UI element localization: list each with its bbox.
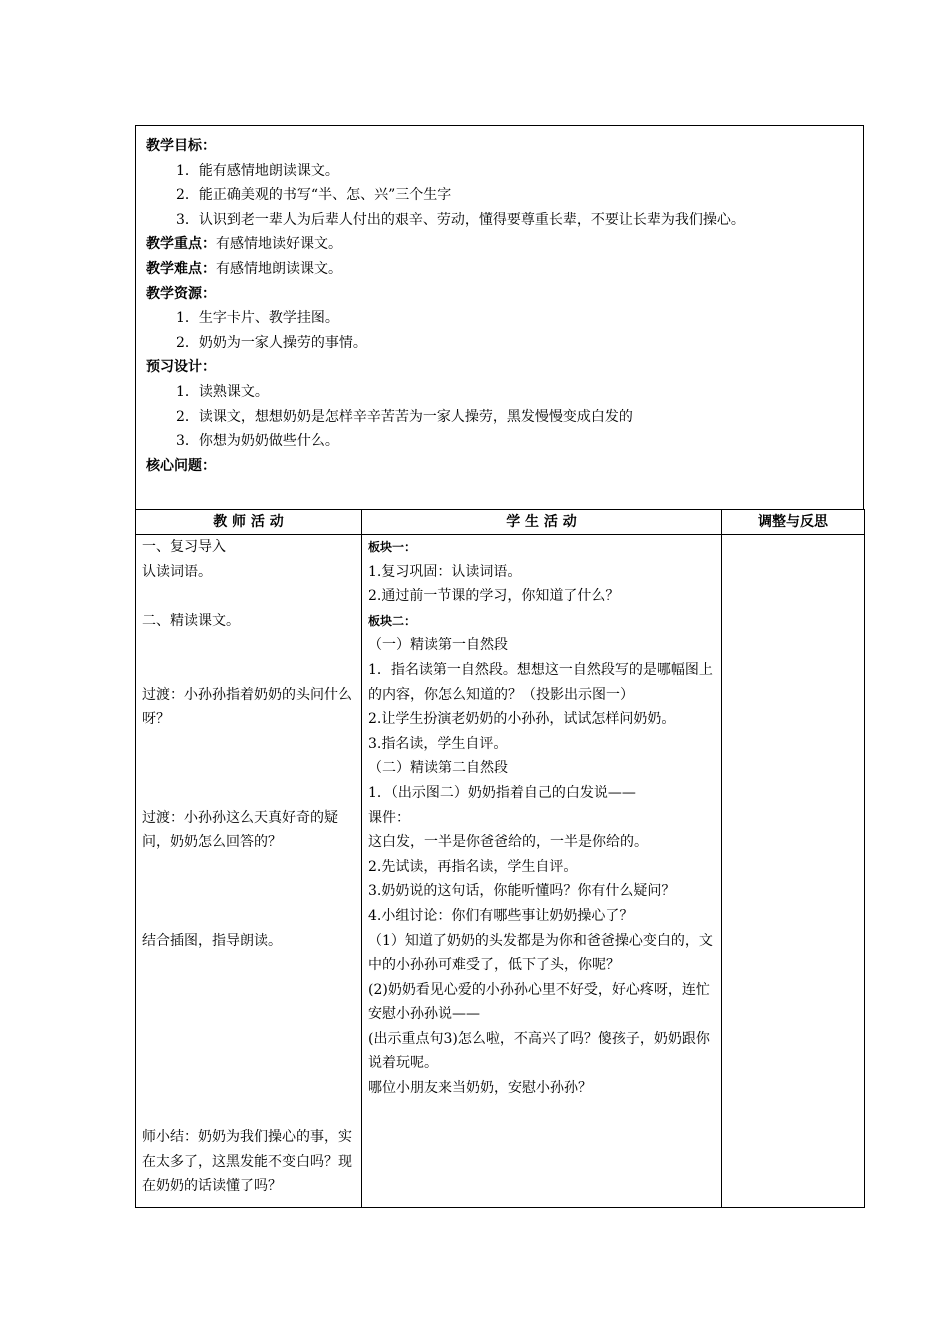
preview-title: 预习设计：	[146, 359, 216, 376]
student-line: 1．指名读第一自然段。想想这一自然段写的是哪幅图上的内容，你怎么知道的？（投影出示图一）	[368, 661, 713, 703]
header-teacher-activity: 教 师 活 动	[136, 510, 362, 535]
student-line: （一）精读第一自然段	[368, 637, 508, 654]
goal-item: 1．能有感情地朗读课文。	[176, 162, 339, 179]
student-line: (出示重点句3)怎么啦，不高兴了吗？傻孩子，奶奶跟你说着玩呢。	[368, 1030, 710, 1072]
header-adjust-reflect: 调整与反思	[722, 510, 865, 535]
teacher-line: 二、精读课文。	[142, 612, 240, 629]
lesson-overview-box	[135, 125, 864, 509]
resource-item: 2．奶奶为一家人操劳的事情。	[176, 334, 367, 351]
section-label: 板块二：	[368, 613, 417, 628]
key-point-line	[146, 232, 853, 257]
teacher-line: 过渡：小孙孙这么天真好奇的疑问，奶奶怎么回答的？	[142, 809, 338, 851]
goal-item: 2．能正确美观的书写“半、怎、兴”三个生字	[176, 187, 452, 204]
core-question-title: 核心问题：	[146, 457, 216, 474]
student-line: 哪位小朋友来当奶奶，安慰小孙孙？	[368, 1080, 592, 1097]
resources-title: 教学资源：	[146, 285, 216, 302]
adjust-reflect-cell	[722, 535, 865, 1208]
resource-item: 1．生字卡片、教学挂图。	[176, 310, 339, 327]
difficulty-text: 有感情地朗读课文。	[216, 260, 342, 277]
student-activity-cell	[362, 535, 722, 1208]
student-line: 2.先试读，再指名读，学生自评。	[368, 858, 578, 875]
key-point-text: 有感情地读好课文。	[216, 236, 342, 253]
student-line: 3.指名读，学生自评。	[368, 735, 508, 752]
teacher-line: 师小结：奶奶为我们操心的事，实在太多了，这黑发能不变白吗？现在奶奶的话读懂了吗？	[142, 1129, 352, 1195]
teacher-activity-cell	[136, 535, 362, 1208]
teacher-line: 认读词语。	[142, 563, 212, 580]
key-point-label: 教学重点：	[146, 236, 216, 253]
student-line: 2.让学生扮演老奶奶的小孙孙，试试怎样问奶奶。	[368, 711, 676, 728]
section-label: 板块一：	[368, 540, 417, 554]
teacher-line: 一、复习导入	[142, 539, 226, 555]
student-line: 课件：	[368, 809, 410, 826]
table-row	[136, 535, 865, 1208]
student-line: 1．（出示图二）奶奶指着自己的白发说——	[368, 784, 636, 801]
student-line: (2)奶奶看见心爱的小孙孙心里不好受，好心疼呀，连忙安慰小孙孙说——	[368, 981, 710, 1023]
table-header-row	[136, 510, 865, 535]
header-student-activity: 学 生 活 动	[362, 510, 722, 535]
teacher-line: 过渡：小孙孙指着奶奶的头问什么呀？	[142, 686, 352, 728]
preview-item: 3．你想为奶奶做些什么。	[176, 433, 339, 450]
difficulty-label: 教学难点：	[146, 260, 216, 277]
preview-item: 1．读熟课文。	[176, 383, 269, 400]
goal-item: 3．认识到老一辈人为后辈人付出的艰辛、劳动，懂得要尊重长辈，不要让长辈为我们操心。	[176, 211, 745, 228]
teacher-line: 结合插图，指导朗读。	[142, 932, 282, 949]
preview-item: 2．读课文，想想奶奶是怎样辛辛苦苦为一家人操劳，黑发慢慢变成白发的	[176, 408, 633, 425]
difficulty-line	[146, 257, 853, 282]
student-line: （二）精读第二自然段	[368, 760, 508, 777]
student-line: 3.奶奶说的这句话，你能听懂吗？你有什么疑问？	[368, 883, 676, 900]
lesson-plan-document	[135, 125, 864, 1208]
student-line: 这白发，一半是你爸爸给的，一半是你给的。	[368, 834, 648, 851]
goals-title: 教学目标：	[146, 138, 216, 154]
student-line: 4.小组讨论：你们有哪些事让奶奶操心了？	[368, 907, 634, 924]
student-line: 1.复习巩固：认读词语。	[368, 563, 522, 580]
student-line: 2.通过前一节课的学习，你知道了什么？	[368, 588, 620, 605]
activity-table	[135, 509, 865, 1208]
student-line: （1）知道了奶奶的头发都是为你和爸爸操心变白的，文中的小孙孙可难受了，低下了头，你呢？	[368, 932, 713, 974]
